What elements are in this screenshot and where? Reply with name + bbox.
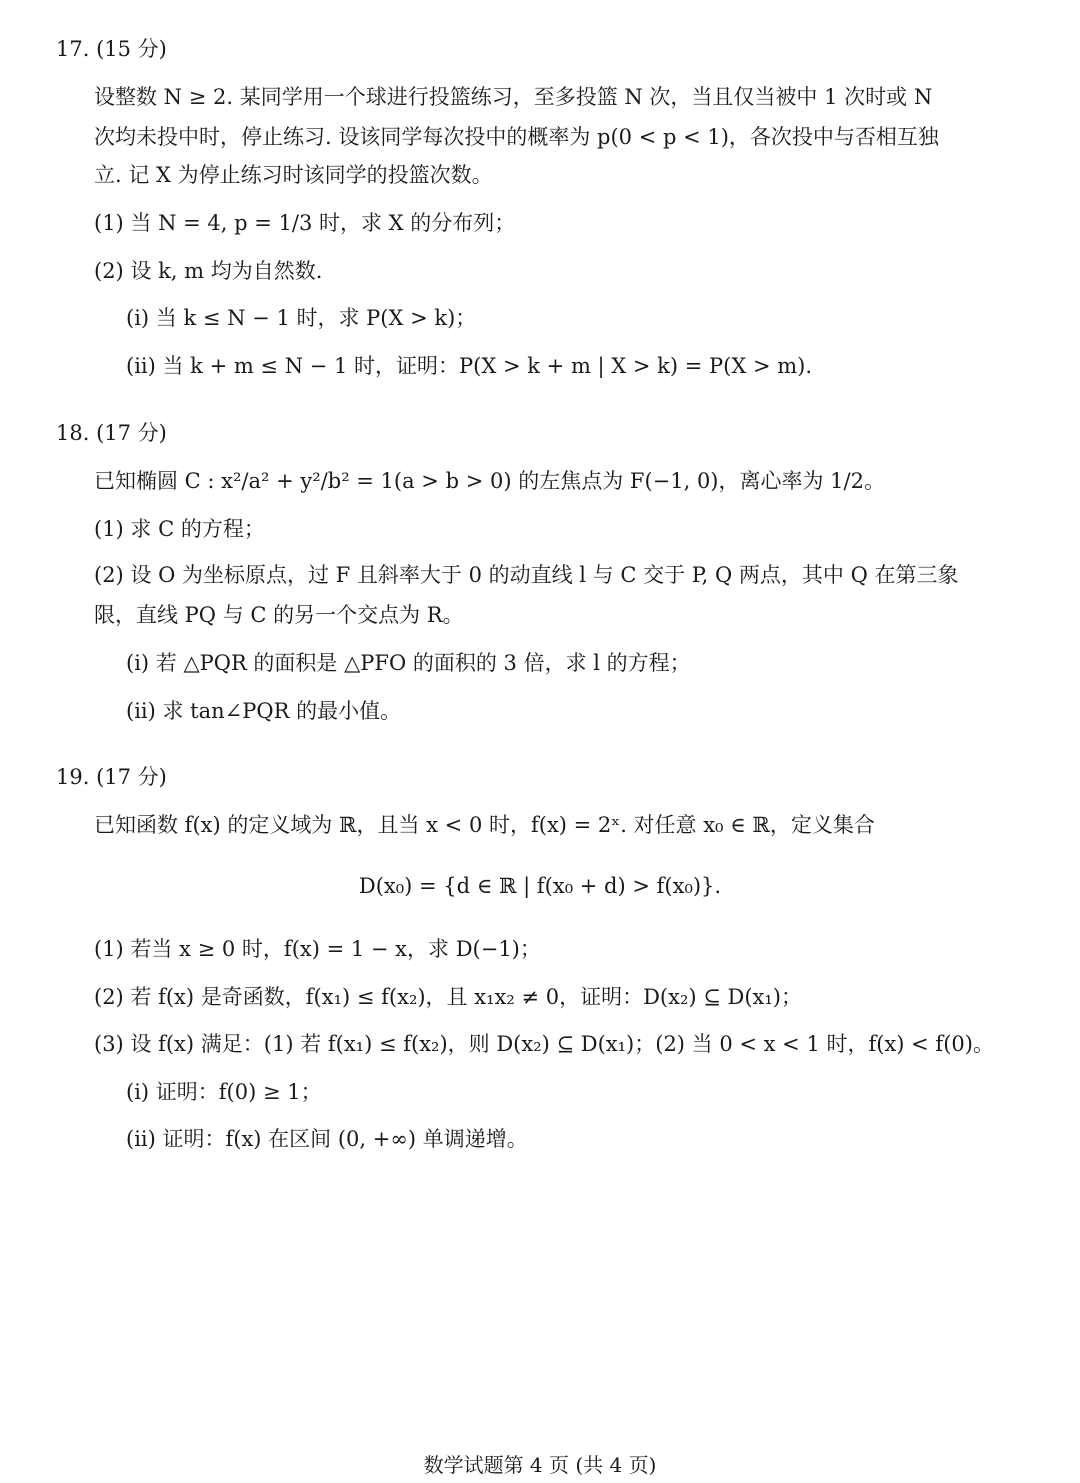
page-footer: 数学试题第 4 页 (共 4 页) <box>423 1453 657 1477</box>
question-17-part-1: (1) 当 N = 4, p = 1/3 时，求 X 的分布列； <box>94 211 516 235</box>
question-18-header: 18. (17 分) <box>56 421 167 445</box>
question-17-line-2: 次均未投中时，停止练习. 设该同学每次投中的概率为 p(0 < p < 1)，各次投中与否相互独 <box>94 125 939 149</box>
question-19-header: 19. (17 分) <box>56 765 167 789</box>
question-18-subpart-i: (i) 若 △PQR 的面积是 △PFO 的面积的 3 倍，求 l 的方程； <box>126 651 691 675</box>
question-17-part-2: (2) 设 k, m 均为自然数. <box>94 259 323 283</box>
question-19-set-definition: D(x₀) = {d ∈ ℝ | f(x₀ + d) > f(x₀)}. <box>358 874 722 898</box>
question-18-line-1: 已知椭圆 C : x²/a² + y²/b² = 1(a > b > 0) 的左焦点为 F(−1, 0)，离心率为 1/2。 <box>94 469 885 493</box>
question-17-subpart-i: (i) 当 k ≤ N − 1 时，求 P(X > k)； <box>126 306 477 330</box>
question-18-part-1: (1) 求 C 的方程； <box>94 517 265 541</box>
question-19-subpart-i: (i) 证明：f(0) ≥ 1； <box>126 1080 322 1104</box>
question-18-part-2-cont: 限，直线 PQ 与 C 的另一个交点为 R。 <box>94 603 464 627</box>
question-17-header: 17. (15 分) <box>56 37 167 61</box>
question-17-line-3: 立. 记 X 为停止练习时该同学的投篮次数。 <box>94 163 493 187</box>
question-17-line-1: 设整数 N ≥ 2. 某同学用一个球进行投篮练习，至多投篮 N 次，当且仅当被中 1 次时或 N <box>94 85 933 109</box>
question-19-subpart-ii: (ii) 证明：f(x) 在区间 (0, +∞) 单调递增。 <box>126 1127 528 1151</box>
question-18-subpart-ii: (ii) 求 tan∠PQR 的最小值。 <box>126 699 402 723</box>
question-17-subpart-ii: (ii) 当 k + m ≤ N − 1 时，证明：P(X > k + m | X > k) = P(X > m). <box>126 354 813 378</box>
question-19-part-3: (3) 设 f(x) 满足：(1) 若 f(x₁) ≤ f(x₂)，则 D(x₂) ⊆ D(x₁)；(2) 当 0 < x < 1 时，f(x) < f(0)。 <box>94 1032 994 1056</box>
question-19-part-2: (2) 若 f(x) 是奇函数，f(x₁) ≤ f(x₂)，且 x₁x₂ ≠ 0，证明：D(x₂) ⊆ D(x₁)； <box>94 985 802 1009</box>
question-19-part-1: (1) 若当 x ≥ 0 时，f(x) = 1 − x，求 D(−1)； <box>94 937 541 961</box>
question-18-part-2: (2) 设 O 为坐标原点，过 F 且斜率大于 0 的动直线 l 与 C 交于 P, Q 两点，其中 Q 在第三象 <box>94 563 959 587</box>
question-19-line-1: 已知函数 f(x) 的定义域为 ℝ，且当 x < 0 时，f(x) = 2ˣ. 对任意 x₀ ∈ ℝ，定义集合 <box>94 813 875 837</box>
